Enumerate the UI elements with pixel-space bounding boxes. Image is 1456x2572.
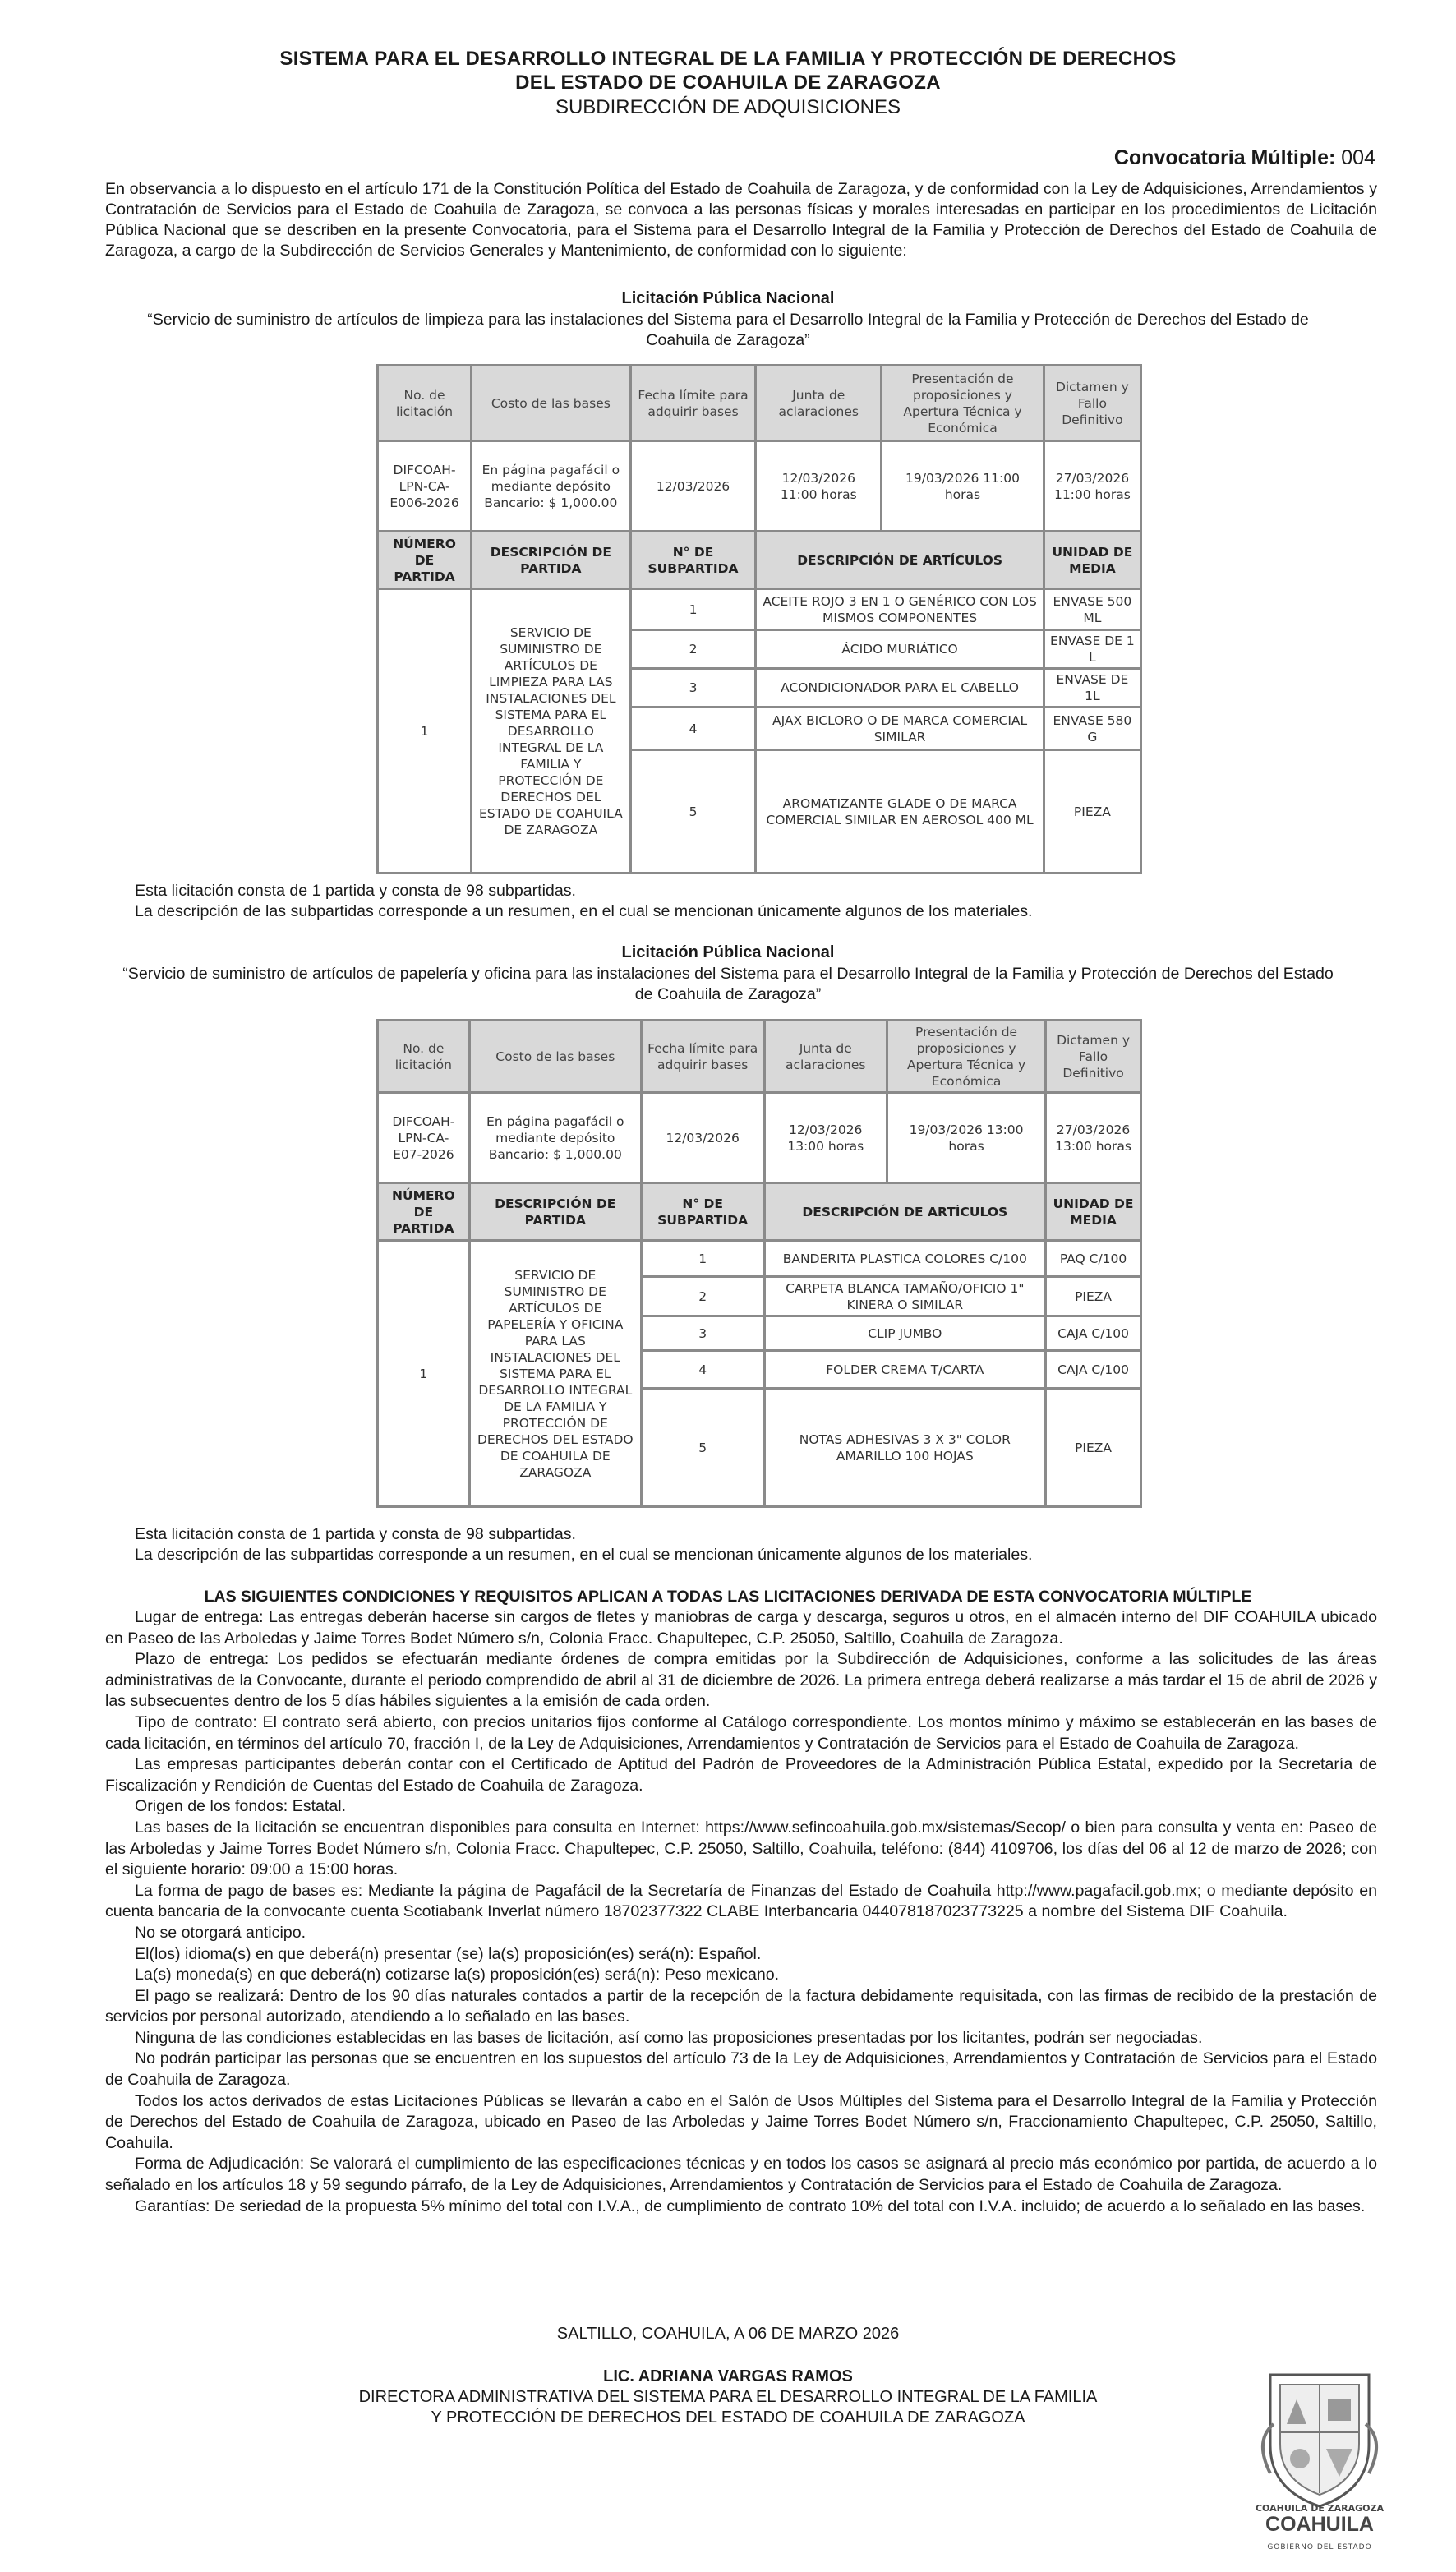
coahuila-logo [1237,2367,1402,2551]
header-line-3: SUBDIRECCIÓN DE ADQUISICIONES [555,96,901,118]
th-numero-partida: NÚMERO DE PARTIDA [378,532,472,589]
subpartida-number: 3 [630,669,756,708]
condition-item: La(s) moneda(s) en que deberá(n) cotizarse la(s) proposición(es) será(n): Peso mexicano. [135,1966,780,1984]
th-fecha-limite: Fecha límite para adquirir bases [630,366,756,441]
lic2-title: Licitación Pública Nacional [621,943,835,961]
coat-of-arms-icon [1237,2367,1402,2539]
lic2-table [376,1019,1142,1508]
condition-item: Garantías: De seriedad de la propuesta 5% mínimo del total con I.V.A., de cumplimiento de contrato 10% del total con I.V.A. incluido; de acuerdo a lo señalado en las bases. [135,2196,1366,2215]
condition-item: Forma de Adjudicación: Se valorará el cumplimiento de las especificaciones técnicas y en todos los casos se asignará al precio más económico por partida, de acuerdo a lo señalado en los artículos 18 y 59 segundo párrafo, de la Ley de Adquisiciones, Arrendamientos y Contratación de Servicios para el Estado de Coahuila de Zaragoza. [105,2155,1377,2195]
condition-item: Las empresas participantes deberán contar con el Certificado de Aptitud del Padrón de Proveedores de la Administración Pública Estatal, expedido por la Secretaría de Fiscalización y Rendición de Cuentas del Estado de Coahuila de Zaragoza. [105,1755,1377,1795]
conditions-list [105,1607,1377,2217]
subpartida-unit: ENVASE DE 1 L [1044,630,1140,669]
subpartida-unit: ENVASE DE 1L [1044,669,1140,708]
th-no-subpartida: N° DE SUBPARTIDA [641,1183,764,1241]
subpartida-unit: ENVASE 500 ML [1044,589,1140,630]
th-unidad: UNIDAD DE MEDIA [1044,532,1140,589]
subpartida-number: 1 [641,1241,764,1277]
subpartida-number: 5 [641,1389,764,1507]
convocatoria-label: Convocatoria Múltiple: [1113,146,1336,169]
th-descripcion-partida: DESCRIPCIÓN DE PARTIDA [469,1183,641,1241]
lic1-title: Licitación Pública Nacional [621,289,835,307]
signatory-name-text: LIC. ADRIANA VARGAS RAMOS [603,2367,853,2385]
lic2-descripcion-partida: SERVICIO DE SUMINISTRO DE ARTÍCULOS DE PAPELERÍA Y OFICINA PARA LAS INSTALACIONES DEL SISTEMA PARA EL DESARROLLO INTEGRAL DE LA FAMILIA Y PROTECCIÓN DE DERECHOS DEL ESTADO DE COAHUILA DE ZARAGOZA [469,1241,641,1507]
lic1-descripcion-partida: SERVICIO DE SUMINISTRO DE ARTÍCULOS DE LIMPIEZA PARA LAS INSTALACIONES DEL SISTEMA PARA EL DESARROLLO INTEGRAL DE LA FAMILIA Y PROTECCIÓN DE DERECHOS DEL ESTADO DE COAHUILA DE ZARAGOZA [472,589,631,873]
condition-item: Las bases de la licitación se encuentran disponibles para consulta en Internet: https://www.sefincoahuila.gob.mx/sistemas/Secop/ o bien para consulta y venta en: Paseo de las Arboledas y Jaime Torres Bodet Número s/n, Colonia Fracc. Chapultepec, C.P. 25050, Saltillo, Coahuila, teléfono: (844) 4109706, los días del 06 al 12 de marzo de 2026; con el siguiente horario: 09:00 a 15:00 horas. [105,1818,1377,1879]
condition-item: La forma de pago de bases es: Mediante la página de Pagafácil de la Secretaría de Finanzas del Estado de Coahuila http://www.pagafacil.gob.mx; o mediante depósito en cuenta bancaria de la convocante cuenta Scotiabank Inverlat número 18702377322 CLABE Interbancaria 044078187023773225 a nombre del Sistema DIF Coahuila. [105,1881,1377,1921]
th-no-licitacion: No. de licitación [378,366,472,441]
subpartida-unit: ENVASE 580 G [1044,708,1140,750]
lic1-table [376,364,1142,874]
condition-item: No se otorgará anticipo. [135,1923,306,1942]
table-row [378,589,1141,630]
condition-item: Plazo de entrega: Los pedidos se efectuarán mediante órdenes de compra emitidas por la Subdirección de Adquisiciones, conforme a las solicitudes de las áreas administrativas de la Convocante, durante el periodo comprendido de abril al 31 de diciembre de 2026. La primera entrega deberá realizarse a más tardar el 15 de abril de 2026 y las subsecuentes dentro de los 5 días hábiles siguientes a la emisión de cada orden. [105,1650,1377,1711]
lic2-junta: 12/03/2026 13:00 horas [764,1093,887,1183]
subpartida-number: 5 [630,750,756,873]
th-no-licitacion: No. de licitación [378,1021,470,1093]
th-presentacion: Presentación de proposiciones y Apertura Técnica y Económica [882,366,1044,441]
th-dictamen: Dictamen y Fallo Definitivo [1046,1021,1141,1093]
logo-subtitle: GOBIERNO DEL ESTADO [1267,2543,1372,2551]
lic2-partida: 1 [378,1241,470,1507]
lic1-dictamen: 27/03/2026 11:00 horas [1044,441,1140,532]
th-junta: Junta de aclaraciones [756,366,882,441]
th-descripcion-partida: DESCRIPCIÓN DE PARTIDA [472,532,631,589]
condition-item: El pago se realizará: Dentro de los 90 días naturales contados a partir de la recepción de la factura debidamente requisitada, con las firmas de recibido de la prestación de servicios por personal autorizado, atendiendo a lo señalado en las bases. [105,1986,1377,2026]
subpartida-description: FOLDER CREMA T/CARTA [764,1351,1046,1389]
subpartida-description: BANDERITA PLASTICA COLORES C/100 [764,1241,1046,1277]
seal-text: COAHUILA DE ZARAGOZA [1255,2503,1385,2514]
conditions-title: LAS SIGUIENTES CONDICIONES Y REQUISITOS APLICAN A TODAS LAS LICITACIONES DERIVADA DE ESTA CONVOCATORIA MÚLTIPLE [204,1588,1252,1606]
lic2-numero: DIFCOAH-LPN-CA-E07-2026 [378,1093,470,1183]
convocatoria-value: 004 [1341,146,1375,169]
th-fecha-limite: Fecha límite para adquirir bases [641,1021,764,1093]
lic1-note-1: Esta licitación consta de 1 partida y consta de 98 subpartidas. [135,882,576,900]
lic1-junta: 12/03/2026 11:00 horas [756,441,882,532]
th-costo: Costo de las bases [472,366,631,441]
lic2-presentacion: 19/03/2026 13:00 horas [887,1093,1046,1183]
th-presentacion: Presentación de proposiciones y Apertura Técnica y Económica [887,1021,1046,1093]
lic1-costo: En página pagafácil o mediante depósito Bancario: $ 1,000.00 [472,441,631,532]
subpartida-unit: CAJA C/100 [1046,1316,1141,1351]
logo-name: COAHUILA [1265,2513,1374,2536]
intro-paragraph: En observancia a lo dispuesto en el artículo 171 de la Constitución Política del Estado de Coahuila de Zaragoza, y de conformidad con la Ley de Adquisiciones, Arrendamientos y Contratación de Servicios para el Estado de Coahuila de Zaragoza, se convoca a las personas físicas y morales interesadas en participar en los procedimientos de Licitación Pública Nacional que se describen en la presente Convocatoria, para el Sistema para el Desarrollo Integral de la Familia y Protección de Derechos del Estado de Coahuila de Zaragoza, a cargo de la Subdirección de Servicios Generales y Mantenimiento, de conformidad con lo siguiente: [105,180,1377,260]
subpartida-number: 2 [641,1277,764,1316]
signatory-role-1: DIRECTORA ADMINISTRATIVA DEL SISTEMA PARA EL DESARROLLO INTEGRAL DE LA FAMILIA [358,2388,1098,2406]
subpartida-unit: CAJA C/100 [1046,1351,1141,1389]
subpartida-number: 2 [630,630,756,669]
lic1-subtitle: “Servicio de suministro de artículos de limpieza para las instalaciones del Sistema para el Desarrollo Integral de la Familia y Protección de Derechos del Estado de Coahuila de Zaragoza” [147,311,1309,349]
subpartida-description: CLIP JUMBO [764,1316,1046,1351]
signatory-role-2: Y PROTECCIÓN DE DERECHOS DEL ESTADO DE COAHUILA DE ZARAGOZA [431,2408,1025,2427]
place-date: SALTILLO, COAHUILA, A 06 DE MARZO 2026 [556,2325,900,2343]
lic2-costo: En página pagafácil o mediante depósito Bancario: $ 1,000.00 [469,1093,641,1183]
lic1-fecha-limite: 12/03/2026 [630,441,756,532]
th-dictamen: Dictamen y Fallo Definitivo [1044,366,1140,441]
th-descripcion-articulos: DESCRIPCIÓN DE ARTÍCULOS [756,532,1044,589]
subpartida-description: AROMATIZANTE GLADE O DE MARCA COMERCIAL SIMILAR EN AEROSOL 400 ML [756,750,1044,873]
subpartida-description: AJAX BICLORO O DE MARCA COMERCIAL SIMILAR [756,708,1044,750]
lic2-fecha-limite: 12/03/2026 [641,1093,764,1183]
subpartida-description: ÁCIDO MURIÁTICO [756,630,1044,669]
subpartida-unit: PIEZA [1046,1389,1141,1507]
lic2-subtitle: “Servicio de suministro de artículos de papelería y oficina para las instalaciones del Sistema para el Desarrollo Integral de la Familia y Protección de Derechos del Estado de Coahuila de Zaragoza” [122,965,1334,1003]
subpartida-description: CARPETA BLANCA TAMAÑO/OFICIO 1" KINERA O SIMILAR [764,1277,1046,1316]
subpartida-number: 3 [641,1316,764,1351]
lic1-numero: DIFCOAH-LPN-CA-E006-2026 [378,441,472,532]
th-numero-partida: NÚMERO DE PARTIDA [378,1183,470,1241]
th-no-subpartida: N° DE SUBPARTIDA [630,532,756,589]
condition-item: Ninguna de las condiciones establecidas en las bases de licitación, así como las proposiciones presentadas por los licitantes, podrán ser negociadas. [135,2028,1203,2047]
condition-item: Lugar de entrega: Las entregas deberán hacerse sin cargos de fletes y maniobras de carga y descarga, seguros u otros, en el almacén interno del DIF COAHUILA ubicado en Paseo de las Arboledas y Jaime Torres Bodet Número s/n, Colonia Fracc. Chapultepec, C.P. 25050, Saltillo, Coahuila de Zaragoza. [105,1608,1377,1648]
subpartida-number: 4 [641,1351,764,1389]
subpartida-description: ACEITE ROJO 3 EN 1 O GENÉRICO CON LOS MISMOS COMPONENTES [756,589,1044,630]
subpartida-unit: PAQ C/100 [1046,1241,1141,1277]
subpartida-description: ACONDICIONADOR PARA EL CABELLO [756,669,1044,708]
condition-item: El(los) idioma(s) en que deberá(n) presentar (se) la(s) proposición(es) será(n): Español. [135,1944,762,1963]
th-costo: Costo de las bases [469,1021,641,1093]
lic2-note-2: La descripción de las subpartidas corresponde a un resumen, en el cual se mencionan únicamente algunos de los materiales. [135,1546,1033,1564]
lic1-partida: 1 [378,589,472,873]
condition-item: No podrán participar las personas que se encuentren en los supuestos del artículo 73 de la Ley de Adquisiciones, Arrendamientos y Contratación de Servicios para el Estado de Coahuila de Zaragoza. [105,2049,1377,2090]
table-row [378,1241,1141,1277]
th-unidad: UNIDAD DE MEDIA [1046,1183,1141,1241]
convocatoria-number [1114,146,1375,170]
th-descripcion-articulos: DESCRIPCIÓN DE ARTÍCULOS [764,1183,1046,1241]
lic1-note-2: La descripción de las subpartidas corresponde a un resumen, en el cual se mencionan únicamente algunos de los materiales. [135,902,1033,920]
th-junta: Junta de aclaraciones [764,1021,887,1093]
condition-item: Tipo de contrato: El contrato será abierto, con precios unitarios fijos conforme al Catálogo correspondiente. Los montos mínimo y máximo se establecerán en las bases de cada licitación, en términos del artículo 70, fracción I, de la Ley de Adquisiciones, Arrendamientos y Contratación de Servicios para el Estado de Coahuila de Zaragoza. [105,1712,1377,1753]
header-line-1: SISTEMA PARA EL DESARROLLO INTEGRAL DE LA FAMILIA Y PROTECCIÓN DE DERECHOS [279,48,1177,70]
lic2-note-1: Esta licitación consta de 1 partida y consta de 98 subpartidas. [135,1525,576,1543]
condition-item: Origen de los fondos: Estatal. [135,1797,347,1816]
subpartida-unit: PIEZA [1044,750,1140,873]
subpartida-number: 1 [630,589,756,630]
condition-item: Todos los actos derivados de estas Licitaciones Públicas se llevarán a cabo en el Salón de Usos Múltiples del Sistema para el Desarrollo Integral de la Familia y Protección de Derechos del Estado de Coahuila de Zaragoza, ubicado en Paseo de las Arboledas y Jaime Torres Bodet Número s/n, Fraccionamiento Chapultepec, C.P. 25050, Saltillo, Coahuila. [105,2091,1377,2152]
subpartida-description: NOTAS ADHESIVAS 3 X 3" COLOR AMARILLO 100 HOJAS [764,1389,1046,1507]
header-line-2: DEL ESTADO DE COAHUILA DE ZARAGOZA [515,71,941,94]
lic2-dictamen: 27/03/2026 13:00 horas [1046,1093,1141,1183]
lic1-presentacion: 19/03/2026 11:00 horas [882,441,1044,532]
subpartida-unit: PIEZA [1046,1277,1141,1316]
subpartida-number: 4 [630,708,756,750]
